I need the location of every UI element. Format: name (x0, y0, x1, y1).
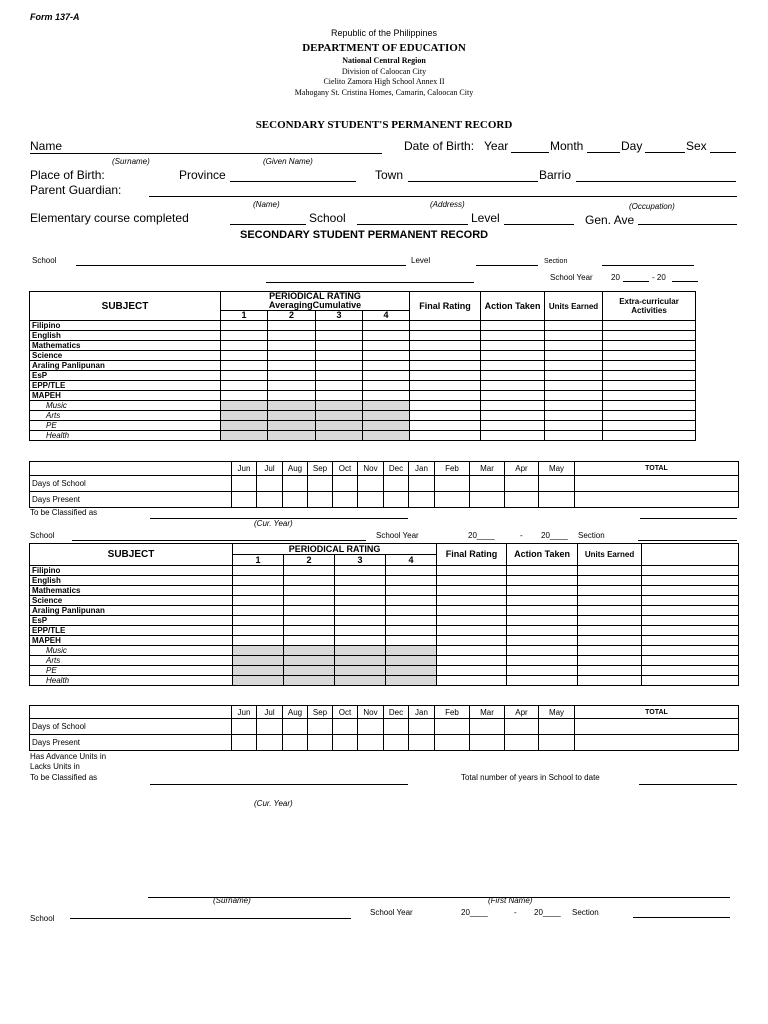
a1-days-present: Days Present (30, 492, 232, 508)
t1-q3-header: 3 (316, 311, 363, 321)
t1-q4-header: 4 (363, 311, 410, 321)
a1-month-apr: Apr (505, 462, 539, 476)
t1-periodical-header (221, 292, 410, 311)
table-row (30, 646, 739, 656)
table-row (30, 391, 696, 401)
elem-level-line[interactable] (504, 224, 574, 225)
s1-sy-line-b[interactable] (672, 281, 698, 282)
classified-line-2[interactable] (150, 784, 408, 785)
t1-subject-science: Science (30, 351, 221, 361)
region-text: National Central Region (342, 56, 426, 65)
lacks-units-label: Lacks Units in (30, 762, 80, 771)
s2-sy-20a: 20____ (468, 531, 495, 540)
a1-month-may: May (539, 462, 575, 476)
t1-extra-header: Extra-curricular Activities (603, 292, 696, 321)
t2-subject-header: SUBJECT (30, 544, 233, 566)
t2-q4-header: 4 (386, 555, 437, 566)
record-title-2: SECONDARY STUDENT PERMANENT RECORD (240, 229, 489, 241)
t1-action-taken-header: Action Taken (481, 292, 545, 321)
a1-month-aug: Aug (283, 462, 308, 476)
bottom-school-line[interactable] (70, 918, 351, 919)
a1-month-oct: Oct (333, 462, 358, 476)
dob-year-line[interactable] (511, 152, 549, 153)
table-row (30, 566, 739, 576)
t1-subject-mapeh: MAPEH (30, 391, 221, 401)
dob-day-label: Day (621, 139, 643, 153)
t1-final-rating-header: Final Rating (410, 292, 481, 321)
t2-final-rating-header: Final Rating (437, 544, 507, 566)
bottom-first-name-caption: (First Name) (488, 896, 533, 905)
a1-month-jul: Jul (257, 462, 283, 476)
grades-table-2 (29, 543, 739, 686)
t2-subject-epp: EPP/TLE (30, 626, 233, 636)
t2-action-taken-header: Action Taken (507, 544, 578, 566)
town-label: Town (375, 168, 404, 182)
s1-sy-line-a[interactable] (623, 281, 649, 282)
s1-level-label: Level (411, 256, 431, 265)
place-of-birth-label: Place of Birth: (30, 168, 105, 182)
t2-q1-header: 1 (233, 555, 284, 566)
bottom-sy-20a: 20____ (461, 908, 488, 917)
town-line[interactable] (408, 181, 538, 182)
elem-school-line[interactable] (357, 224, 468, 225)
t1-subject-health: Health (30, 431, 221, 441)
t1-subject-ap: Araling Panlipunan (30, 361, 221, 371)
s1-sy-20b: - 20 (652, 273, 666, 282)
division-text: Division of Caloocan City (341, 67, 427, 76)
table-row (30, 371, 696, 381)
sex-label: Sex (686, 139, 707, 153)
dob-label: Date of Birth: (404, 139, 475, 153)
address-caption: (Address) (430, 200, 465, 209)
republic-text: Republic of the Philippines (330, 28, 438, 38)
a1-month-dec: Dec (384, 462, 409, 476)
name-caption: (Name) (253, 200, 280, 209)
gen-ave-label: Gen. Ave (585, 213, 635, 227)
elementary-label: Elementary course completed (30, 211, 189, 225)
t1-averaging: Averaging (268, 300, 313, 310)
table-row (30, 341, 696, 351)
name-label: Name (30, 139, 63, 153)
t2-q2-header: 2 (284, 555, 335, 566)
a2-month-sep: Sep (308, 706, 333, 719)
t2-subject-math: Mathematics (30, 586, 233, 596)
a1-days-of-school: Days of School (30, 476, 232, 492)
gen-ave-line[interactable] (638, 224, 737, 225)
t1-body (30, 321, 696, 441)
bottom-section-label: Section (572, 908, 599, 917)
t2-subject-mapeh: MAPEH (30, 636, 233, 646)
table-row (30, 596, 739, 606)
total-years-line[interactable] (639, 784, 737, 785)
table-row (30, 401, 696, 411)
s1-school-line[interactable] (76, 265, 406, 266)
a2-month-oct: Oct (333, 706, 358, 719)
a2-days-present: Days Present (30, 735, 232, 751)
s2-school-line[interactable] (72, 540, 366, 541)
a2-month-feb: Feb (435, 706, 470, 719)
t2-subject-esp: EsP (30, 616, 233, 626)
s1-section-label: Section (544, 258, 568, 265)
t2-subject-arts: Arts (30, 656, 233, 666)
school-address-text: Mahogany St. Cristina Homes, Camarin, Caloocan City (294, 88, 474, 97)
elementary-line[interactable] (230, 224, 306, 225)
table-row (30, 331, 696, 341)
bottom-section-line[interactable] (633, 917, 730, 918)
bottom-surname-caption: (Surname) (213, 896, 251, 905)
a1-month-jun: Jun (232, 462, 257, 476)
s2-section-label: Section (578, 531, 605, 540)
t1-units-earned-header: Units Earned (545, 292, 603, 321)
a2-month-jan: Jan (409, 706, 435, 719)
bottom-sy-20b: 20____ (534, 908, 561, 917)
s1-school-year-label: School Year (550, 273, 593, 282)
a1-month-nov: Nov (358, 462, 384, 476)
table-row (30, 636, 739, 646)
province-line[interactable] (230, 181, 356, 182)
t2-body (30, 566, 739, 686)
t2-q3-header: 3 (335, 555, 386, 566)
a2-month-jun: Jun (232, 706, 257, 719)
school-name-text: Cielito Zamora High School Annex II (323, 77, 445, 86)
dob-month-label: Month (550, 139, 584, 153)
s2-sy-dash: - (520, 531, 523, 540)
table-row (30, 586, 739, 596)
table-row (30, 576, 739, 586)
t1-q2-header: 2 (268, 311, 316, 321)
table-row (30, 351, 696, 361)
s2-school-label: School (30, 531, 55, 540)
t1-subject-arts: Arts (30, 411, 221, 421)
t2-periodical-header: PERIODICAL RATING (233, 544, 437, 555)
total-years-label: Total number of years in School to date (461, 773, 600, 782)
t2-subject-music: Music (30, 646, 233, 656)
t2-subject-english: English (30, 576, 233, 586)
a2-month-mar: Mar (470, 706, 505, 719)
table-row (30, 321, 696, 331)
table-row (30, 476, 739, 492)
s1-sy-20a: 20 (611, 273, 620, 282)
a2-month-may: May (539, 706, 575, 719)
s1-extra-line[interactable] (266, 282, 474, 283)
table-row (30, 492, 739, 508)
table-row (30, 606, 739, 616)
s2-section-line[interactable] (638, 540, 737, 541)
a1-month-mar: Mar (470, 462, 505, 476)
t1-subject-pe: PE (30, 421, 221, 431)
table-row (30, 735, 739, 751)
table-row (30, 676, 739, 686)
t2-units-earned-header: Units Earned (578, 544, 642, 566)
attendance-table-2 (29, 705, 739, 751)
given-name-caption: (Given Name) (263, 157, 313, 166)
bottom-sy-dash: - (514, 908, 517, 917)
elem-school-label: School (309, 211, 346, 225)
s2-sy-20b: 20____ (541, 531, 568, 540)
parent-guardian-label: Parent Guardian: (30, 183, 122, 197)
classified-label-2: To be Classified as (30, 773, 98, 782)
t1-subject-math: Mathematics (30, 341, 221, 351)
a1-month-jan: Jan (409, 462, 435, 476)
s1-school-label: School (32, 256, 57, 265)
a2-month-nov: Nov (358, 706, 384, 719)
classified-line-1b[interactable] (640, 518, 737, 519)
province-label: Province (179, 168, 226, 182)
t1-subject-english: English (30, 331, 221, 341)
t1-q1-header: 1 (221, 311, 268, 321)
table-row (30, 411, 696, 421)
a1-month-sep: Sep (308, 462, 333, 476)
a1-month-feb: Feb (435, 462, 470, 476)
cur-year-caption-2: (Cur. Year) (254, 799, 293, 808)
table-row (30, 626, 739, 636)
advance-units-label: Has Advance Units in (30, 752, 107, 761)
a1-total-header: TOTAL (575, 462, 739, 476)
bottom-school-year-label: School Year (370, 908, 413, 917)
department-title: DEPARTMENT OF EDUCATION (302, 42, 466, 54)
t1-subject-epp: EPP/TLE (30, 381, 221, 391)
barrio-label: Barrio (539, 168, 572, 182)
dob-month-line[interactable] (587, 152, 620, 153)
parent-guardian-line[interactable] (149, 196, 737, 197)
t1-subject-music: Music (30, 401, 221, 411)
a2-month-apr: Apr (505, 706, 539, 719)
table-row (30, 361, 696, 371)
elem-level-label: Level (471, 211, 500, 225)
s2-school-year-label: School Year (376, 531, 419, 540)
s1-level-line[interactable] (476, 265, 538, 266)
form-id: Form 137-A (30, 12, 80, 22)
t2-subject-health: Health (30, 676, 233, 686)
t1-periodical-title: PERIODICAL RATING (269, 291, 361, 301)
barrio-line[interactable] (576, 181, 736, 182)
sex-line[interactable] (710, 152, 736, 153)
classified-label-1: To be Classified as (30, 508, 98, 517)
a2-month-jul: Jul (257, 706, 283, 719)
t2-subject-pe: PE (30, 666, 233, 676)
t2-subject-science: Science (30, 596, 233, 606)
s1-section-line[interactable] (602, 265, 694, 266)
table-row (30, 431, 696, 441)
grades-table-1 (29, 291, 696, 441)
t1-subject-filipino: Filipino (30, 321, 221, 331)
dob-year-label: Year (484, 139, 509, 153)
occupation-caption: (Occupation) (629, 202, 675, 211)
t2-subject-filipino: Filipino (30, 566, 233, 576)
attendance-table-1 (29, 461, 739, 508)
cur-year-caption-1: (Cur. Year) (254, 519, 293, 528)
table-row (30, 616, 739, 626)
t2-subject-ap: Araling Panlipunan (30, 606, 233, 616)
t1-subject-esp: EsP (30, 371, 221, 381)
t1-subject-header: SUBJECT (30, 292, 221, 321)
dob-day-line[interactable] (645, 152, 685, 153)
a2-total-header: TOTAL (575, 706, 739, 719)
table-row (30, 381, 696, 391)
t1-cumulative: Cumulative (312, 300, 362, 310)
a2-month-dec: Dec (384, 706, 409, 719)
record-title: SECONDARY STUDENT'S PERMANENT RECORD (255, 119, 513, 131)
a2-month-aug: Aug (283, 706, 308, 719)
bottom-school-label: School (30, 914, 55, 923)
table-row (30, 421, 696, 431)
name-line[interactable] (30, 153, 382, 154)
a2-days-of-school: Days of School (30, 719, 232, 735)
surname-caption: (Surname) (112, 157, 150, 166)
table-row (30, 666, 739, 676)
table-row (30, 656, 739, 666)
table-row (30, 719, 739, 735)
